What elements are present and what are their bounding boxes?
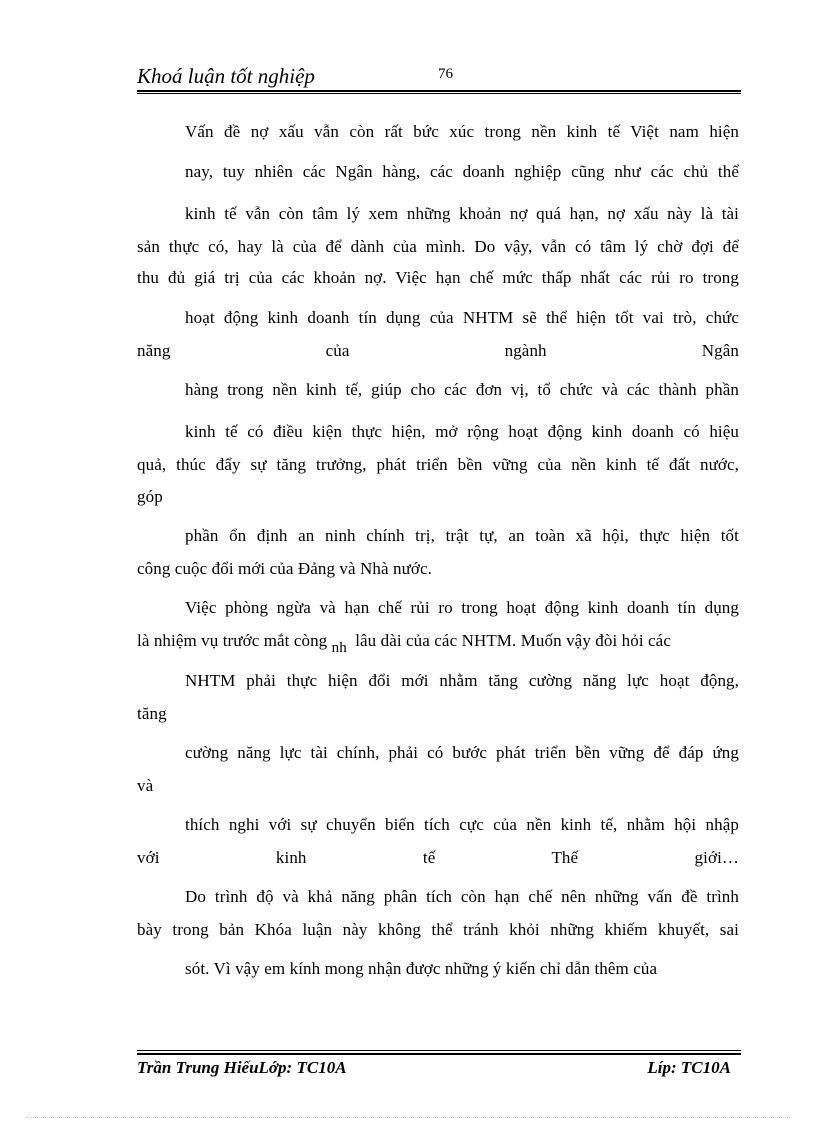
text-line: sản thực có, hay là của để dành của mình. Do vậy, vẫn có tâm lý chờ đợi để [137,237,739,256]
text-line: với kinh tế Thế giới… [137,848,739,867]
footer-rule-top [137,1050,741,1051]
footer-class: Líp: TC10A [647,1058,731,1077]
text-line: kinh tế vẫn còn tâm lý xem những khoản nợ quá hạn, nợ xấu này là tài [185,204,739,223]
text-line: hoạt động kinh doanh tín dụng của NHTM sẽ thể hiện tốt vai trò, chức [185,308,739,327]
text-line: thu đủ giá trị của các khoản nợ. Việc hạn chế mức thấp nhất các rủi ro trong [137,268,739,287]
text-line: nay, tuy nhiên các Ngân hàng, các doanh nghiệp cũng như các chủ thể [185,162,739,181]
text-line: NHTM phải thực hiện đổi mới nhằm tăng cường năng lực hoạt động, [185,671,739,690]
text-line: năng của ngành Ngân [137,341,739,360]
footer-author: Trần Trung HiếuLớp: TC10A [137,1058,347,1077]
text-line: kinh tế có điều kiện thực hiện, mở rộng hoạt động kinh doanh có hiệu [185,422,739,441]
text-fragment: lâu dài của các NHTM. Muốn vậy đòi hỏi các [355,631,671,650]
text-line: tăng [137,704,167,723]
footer-rule-bottom [137,1053,741,1055]
text-line: công cuộc đổi mới của Đảng và Nhà nước. [137,559,432,578]
text-line: quả, thúc đẩy sự tăng trưởng, phát triển bền vững của nền kinh tế đất nước, [137,455,739,474]
text-line: thích nghi với sự chuyển biến tích cực của nền kinh tế, nhằm hội nhập [185,815,739,834]
page-number: 76 [438,66,453,82]
text-line: phần ổn định an ninh chính trị, trật tự, an toàn xã hội, thực hiện tốt [185,526,739,545]
text-line: cường năng lực tài chính, phải có bước phát triển bền vững để đáp ứng [185,743,739,762]
text-fragment: là nhiệm vụ trước mắt còng [137,631,328,650]
text-line: hàng trong nền kinh tế, giúp cho các đơn vị, tổ chức và các thành phần [185,380,739,399]
page-title: Khoá luận tốt nghiệp [137,64,315,88]
text-line: góp [137,487,163,506]
header-rule-bottom [137,93,741,94]
header-rule-top [137,90,741,92]
text-line [137,631,671,656]
text-line: Vấn đề nợ xấu vẫn còn rất bức xúc trong nền kinh tế Việt nam hiện [185,122,739,141]
text-line: và [137,776,154,795]
text-line: sót. Vì vậy em kính mong nhận được những ý kiến chỉ dẫn thêm của [185,959,658,978]
text-line: bày trong bản Khóa luận này không thể tránh khỏi những khiếm khuyết, sai [137,920,739,939]
text-line: Do trình độ và khả năng phân tích còn hạn chế nên những vấn đề trình [185,887,739,906]
page-edge-dotted-line [26,1117,790,1118]
text-fragment-lowered: nh [331,640,347,656]
text-line: Việc phòng ngừa và hạn chế rủi ro trong hoạt động kinh doanh tín dụng [185,598,739,617]
